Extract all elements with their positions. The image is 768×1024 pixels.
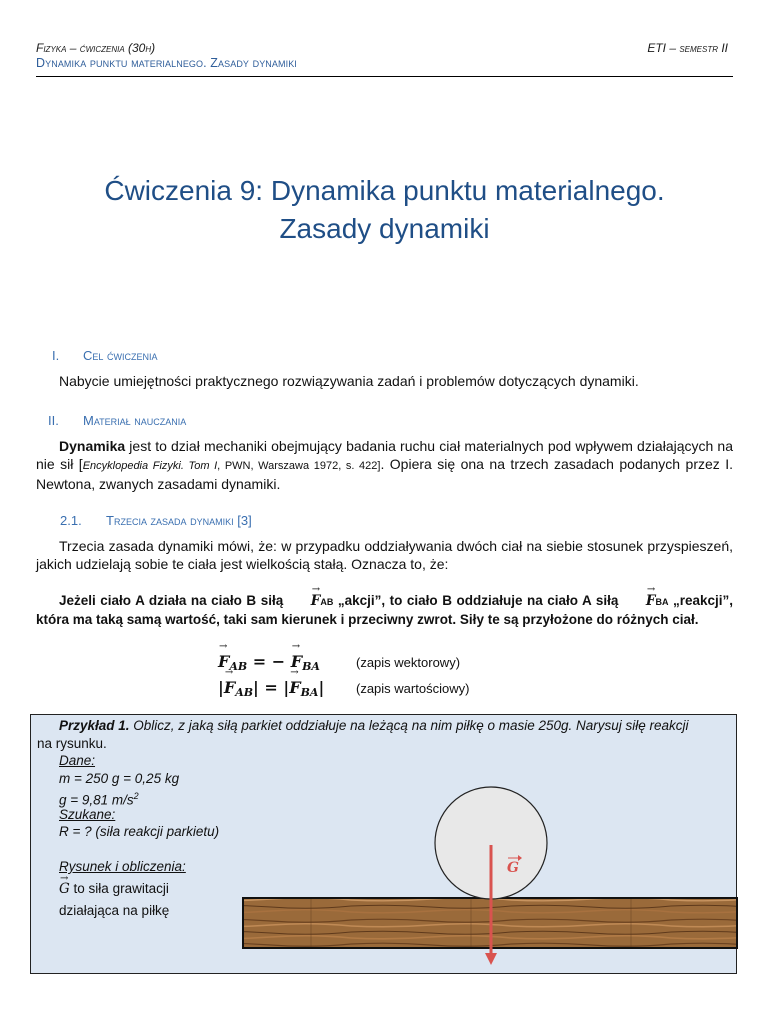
citation-title: Encyklopedia Fizyki. Tom I bbox=[82, 460, 218, 472]
abs-bar: | bbox=[318, 678, 325, 697]
section-2-heading: Materiał nauczania bbox=[83, 413, 187, 428]
title-line-1: Ćwiczenia 9: Dynamika punktu materialnego. bbox=[104, 175, 665, 206]
definition-text: jest to dział mechaniki obejmujący badania ruchu ciał materialnych pod wpływem działających na nie sił [ bbox=[36, 438, 733, 472]
sought-reaction: R = ? (siła reakcji parkietu) bbox=[59, 824, 220, 839]
law-part-a: Jeżeli ciało A działa na ciało B siłą bbox=[59, 593, 288, 608]
abs-bar: | bbox=[283, 678, 290, 697]
force-ba-subscript: BA bbox=[655, 597, 669, 607]
section-2-text bbox=[36, 437, 733, 493]
section-2-1-heading: Trzecia zasada dynamiki [3] bbox=[106, 513, 252, 528]
gravity-description-2: działająca na piłkę bbox=[59, 903, 170, 918]
force-ab-subscript: AB bbox=[320, 597, 334, 607]
value-lhs: → F bbox=[224, 678, 235, 697]
force-ba-symbol: → F bbox=[623, 592, 656, 610]
value-op: = bbox=[258, 678, 284, 697]
sought-heading: Szukane: bbox=[59, 807, 116, 822]
page-title bbox=[36, 172, 733, 248]
given-mass: m = 250 g = 0,25 kg bbox=[59, 771, 180, 786]
given-heading: Dane: bbox=[59, 753, 96, 768]
section-1-text: Nabycie umiejętności praktycznego rozwiązywania zadań i problemów dotyczących dynamiki. bbox=[59, 373, 639, 389]
citation-publisher: , PWN, Warszawa 1972, s. 422] bbox=[217, 460, 381, 472]
section-2-number: II. bbox=[48, 413, 59, 428]
vector-op: = − bbox=[247, 652, 291, 671]
law-part-c: „reakcji”, która ma taką samą wartość, taki sam kierunek i przeciwny zwrot. Siły te są przyłożone do różnych ciał. bbox=[36, 593, 734, 627]
gravity-vector-symbol: → G bbox=[59, 881, 70, 898]
law-part-b: „akcji”, to ciało B oddziałuje na ciało A siłą bbox=[333, 593, 623, 608]
gravity-exponent: 2 bbox=[133, 791, 139, 801]
example-task-a: Oblicz, z jaką siłą parkiet oddziałuje na leżącą na nim piłkę o masie 250g. Narysuj siłę reakcji bbox=[129, 718, 689, 733]
value-formula bbox=[218, 678, 324, 699]
example-label: Przykład 1. bbox=[59, 718, 130, 733]
section-1-heading: Cel ćwiczenia bbox=[83, 348, 158, 363]
vector-note: (zapis wektorowy) bbox=[356, 655, 461, 670]
vector-lhs-sub: AB bbox=[229, 660, 248, 673]
vector-lhs: → F bbox=[218, 652, 229, 671]
newton-text: . Opiera się ona na trzech zasadach podanych przez I. Newtona, zwanych zasadami dynamiki. bbox=[36, 456, 734, 492]
vector-rhs: → F bbox=[291, 652, 302, 671]
section-2-1-number: 2.1. bbox=[60, 513, 82, 528]
vector-rhs-sub: BA bbox=[302, 660, 320, 673]
abs-bar: | bbox=[218, 678, 224, 697]
value-rhs: → F bbox=[289, 678, 300, 697]
value-rhs-sub: BA bbox=[300, 686, 319, 699]
drawing-heading: Rysunek i obliczenia: bbox=[59, 859, 186, 874]
header-divider bbox=[36, 76, 733, 77]
gravity-value: g = 9,81 m/s bbox=[59, 792, 134, 808]
third-law-statement bbox=[36, 592, 733, 629]
gravity-label-text: G bbox=[507, 860, 519, 876]
example-box bbox=[30, 714, 737, 974]
title-line-2: Zasady dynamiki bbox=[279, 213, 490, 244]
header-course: Fizyka – ćwiczenia (30h) bbox=[36, 41, 156, 55]
gravity-text-a: to siła grawitacji bbox=[69, 881, 169, 896]
section-2-1-text: Trzecia zasada dynamiki mówi, że: w przypadku oddziaływania dwóch ciał na siebie stosunek przyspieszeń, jakich udzielają sobie te ciała jest wielkością stałą. Oznacza to, że: bbox=[36, 538, 733, 572]
example-drawing bbox=[31, 715, 738, 975]
value-lhs-sub: AB bbox=[235, 686, 254, 699]
gravity-arrowhead bbox=[485, 953, 497, 965]
header-program: ETI – semestr II bbox=[647, 41, 728, 55]
header-topic: Dynamika punktu materialnego. Zasady dynamiki bbox=[36, 56, 297, 70]
force-ab-symbol: → F bbox=[288, 592, 321, 610]
vector-formula bbox=[218, 652, 320, 673]
example-task-line-2: na rysunku. bbox=[37, 736, 107, 751]
value-note: (zapis wartościowy) bbox=[356, 681, 470, 696]
term-dynamika: Dynamika bbox=[59, 438, 126, 454]
section-1-number: I. bbox=[52, 348, 60, 363]
abs-bar: | bbox=[253, 678, 259, 697]
